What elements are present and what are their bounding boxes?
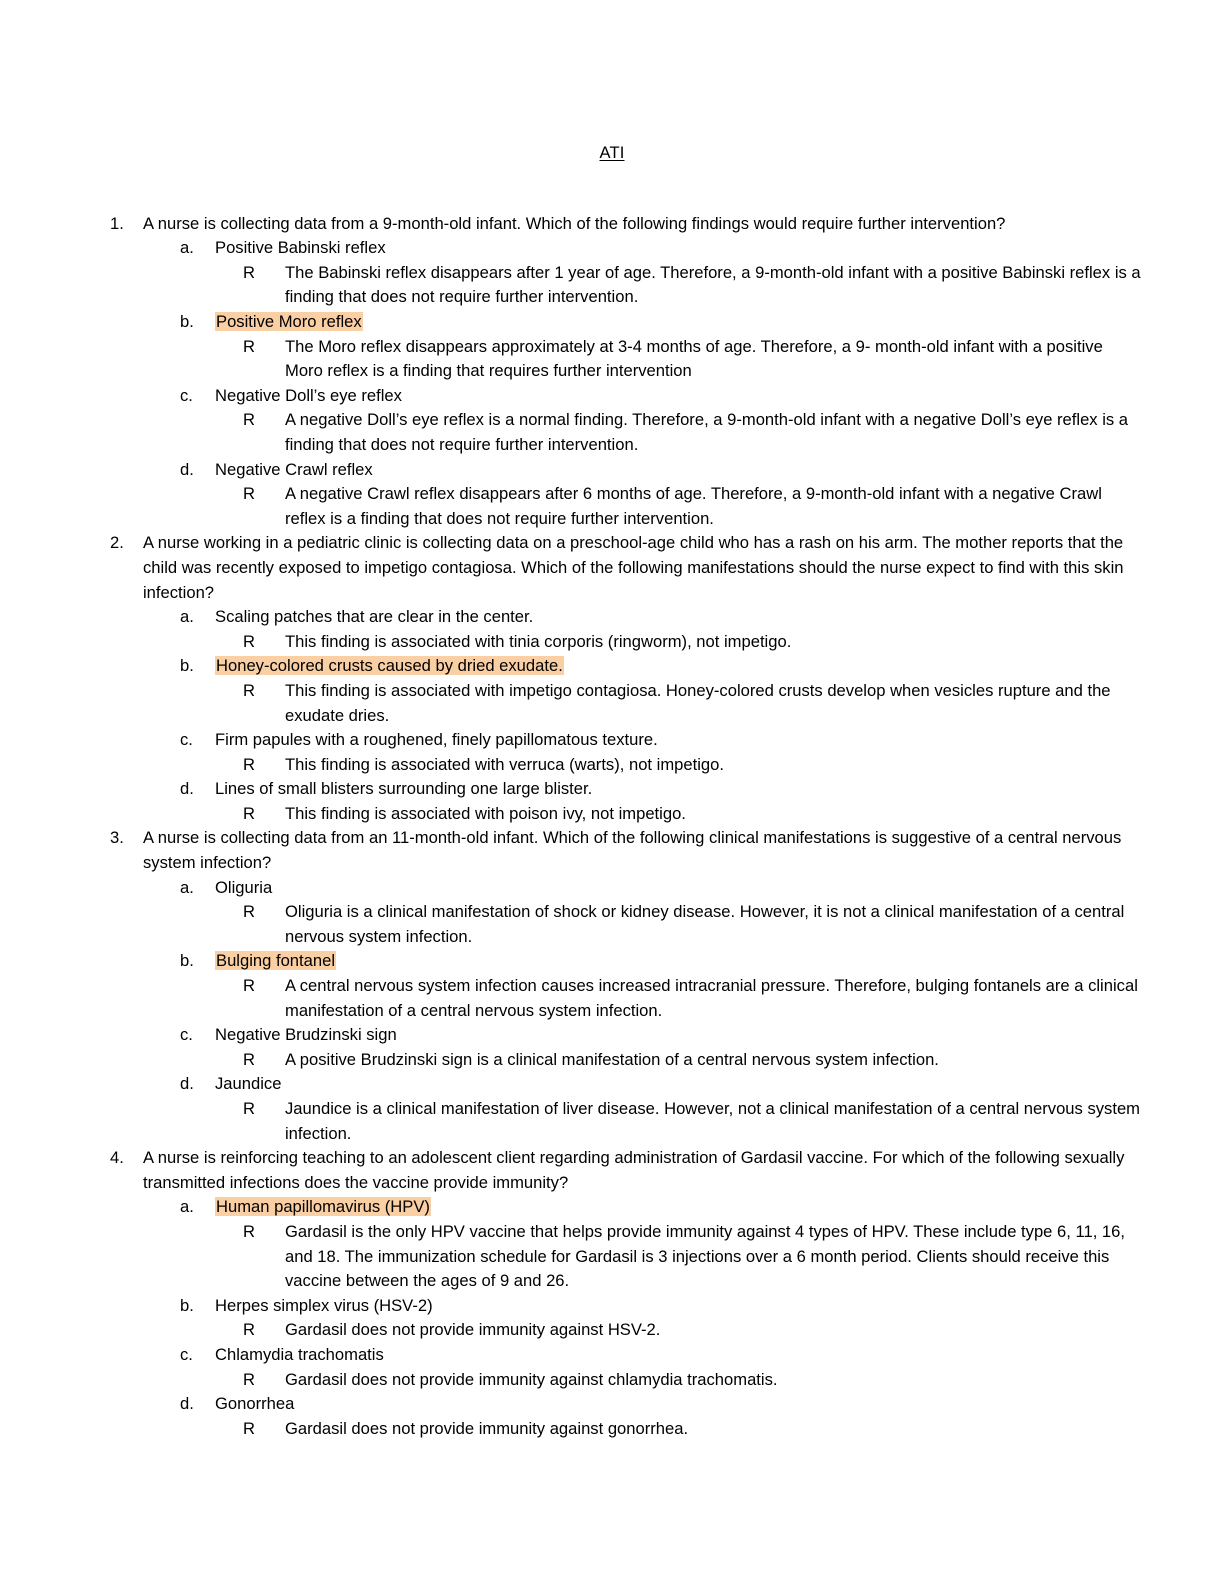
- rationale: [0, 1048, 1224, 1073]
- answer-option[interactable]: [0, 605, 1224, 630]
- page-title: [0, 0, 1224, 164]
- rationale-text: The Babinski reflex disappears after 1 year of age. Therefore, a 9-month-old infant with a positive Babinski reflex is a finding that does not require further intervention.: [285, 262, 1141, 307]
- rationale-marker: R: [243, 631, 255, 651]
- option-letter: a.: [180, 877, 194, 897]
- rationale-text: Gardasil does not provide immunity against HSV-2.: [285, 1320, 661, 1340]
- rationale: [0, 679, 1224, 728]
- option-text: Negative Doll’s eye reflex: [215, 385, 402, 405]
- rationale: [0, 261, 1224, 310]
- question-stem: [0, 826, 1224, 875]
- page-title-text: ATI: [599, 144, 625, 162]
- option-letter: c.: [180, 1025, 193, 1045]
- option-letter: d.: [180, 1074, 194, 1094]
- option-text: Scaling patches that are clear in the center.: [215, 607, 534, 627]
- rationale: [0, 1097, 1224, 1146]
- rationale-text: This finding is associated with impetigo contagiosa. Honey-colored crusts develop when vesicles rupture and the exudate dries.: [285, 680, 1111, 725]
- option-text: Negative Brudzinski sign: [215, 1025, 397, 1045]
- option-text: Positive Babinski reflex: [215, 238, 386, 258]
- rationale: [0, 408, 1224, 457]
- rationale-marker: R: [243, 680, 255, 700]
- question-stem-text: A nurse is collecting data from an 11-month-old infant. Which of the following clinical manifestations is suggestive of a central nervous system infection?: [143, 828, 1122, 873]
- rationale-text: Gardasil does not provide immunity against gonorrhea.: [285, 1418, 689, 1438]
- question-item: [0, 212, 1224, 532]
- answer-option[interactable]: [0, 777, 1224, 802]
- question-stem-text: A nurse is reinforcing teaching to an adolescent client regarding administration of Gardasil vaccine. For which of the following sexually transmitted infections does the vaccine provide immunity?: [143, 1148, 1125, 1192]
- answer-option[interactable]: [0, 654, 1224, 679]
- rationale-marker: R: [243, 1099, 255, 1118]
- question-stem: [0, 212, 1224, 237]
- option-text-highlighted: Honey-colored crusts caused by dried exudate.: [216, 656, 563, 676]
- option-letter: d.: [180, 459, 194, 479]
- option-letter: c.: [180, 1344, 193, 1364]
- rationale-marker: R: [243, 1049, 255, 1069]
- answer-option[interactable]: [0, 236, 1224, 261]
- rationale-text: Gardasil does not provide immunity against chlamydia trachomatis.: [285, 1369, 778, 1389]
- option-letter: a.: [180, 238, 194, 258]
- rationale-marker: R: [243, 336, 255, 356]
- option-text-highlighted: Human papillomavirus (HPV): [216, 1197, 430, 1217]
- question-item: [0, 826, 1224, 1146]
- option-letter: d.: [180, 1394, 194, 1414]
- rationale-text: This finding is associated with verruca (warts), not impetigo.: [285, 754, 724, 774]
- rationale-text: Oliguria is a clinical manifestation of shock or kidney disease. However, it is not a clinical manifestation of a central nervous system infection.: [285, 902, 1125, 946]
- question-stem: [0, 1146, 1224, 1195]
- rationale: [0, 900, 1224, 949]
- answer-option[interactable]: [0, 1343, 1224, 1368]
- option-letter: a.: [180, 1197, 194, 1217]
- option-text: Oliguria: [215, 877, 273, 897]
- question-item: [0, 531, 1224, 826]
- question-stem-text: A nurse working in a pediatric clinic is collecting data on a preschool-age child who has a rash on his arm. The mother reports that the child was recently exposed to impetigo contagiosa. Which of the following manifestations should the nurse expect to find with this skin infection?: [143, 533, 1124, 602]
- option-letter: a.: [180, 607, 194, 627]
- rationale-marker: R: [243, 410, 255, 430]
- answer-option[interactable]: [0, 1392, 1224, 1417]
- option-letter: b.: [180, 951, 194, 971]
- answer-option[interactable]: [0, 1023, 1224, 1048]
- question-list: [0, 164, 1224, 1442]
- option-text: Lines of small blisters surrounding one large blister.: [215, 779, 593, 799]
- rationale-marker: R: [243, 754, 255, 774]
- rationale-text: This finding is associated with poison ivy, not impetigo.: [285, 803, 686, 823]
- rationale-text: A negative Doll’s eye reflex is a normal finding. Therefore, a 9-month-old infant with a negative Doll’s eye reflex is a finding that does not require further intervention.: [285, 410, 1129, 454]
- rationale-marker: R: [243, 902, 255, 922]
- rationale: [0, 974, 1224, 1023]
- rationale-text: Jaundice is a clinical manifestation of liver disease. However, not a clinical manifestation of a central nervous system infection.: [285, 1099, 1140, 1143]
- option-letter: b.: [180, 312, 194, 331]
- answer-option[interactable]: [0, 1294, 1224, 1319]
- rationale-text: A central nervous system infection causes increased intracranial pressure. Therefore, bulging fontanels are a clinical manifestation of a central nervous system infection.: [285, 976, 1138, 1020]
- option-letter: d.: [180, 779, 194, 799]
- question-number: 1.: [110, 213, 124, 233]
- question-stem-text: A nurse is collecting data from a 9-month-old infant. Which of the following findings would require further intervention?: [143, 213, 1006, 233]
- option-letter: b.: [180, 656, 194, 676]
- answer-option[interactable]: [0, 1195, 1224, 1220]
- option-text: Herpes simplex virus (HSV-2): [215, 1295, 433, 1315]
- answer-option[interactable]: [0, 384, 1224, 409]
- rationale: [0, 1318, 1224, 1343]
- rationale-marker: R: [243, 803, 255, 823]
- answer-option[interactable]: [0, 949, 1224, 974]
- rationale: [0, 1417, 1224, 1442]
- rationale-marker: R: [243, 1221, 255, 1241]
- question-stem: [0, 531, 1224, 605]
- rationale: [0, 482, 1224, 531]
- answer-option[interactable]: [0, 876, 1224, 901]
- option-text: Chlamydia trachomatis: [215, 1344, 384, 1364]
- rationale-text: This finding is associated with tinia corporis (ringworm), not impetigo.: [285, 631, 792, 651]
- option-text: Gonorrhea: [215, 1394, 295, 1414]
- option-text: Jaundice: [215, 1074, 282, 1094]
- rationale-marker: R: [243, 976, 255, 996]
- rationale: [0, 1368, 1224, 1393]
- rationale-text: The Moro reflex disappears approximately at 3-4 months of age. Therefore, a 9- month-old infant with a positive Moro reflex is a finding that requires further intervention: [285, 336, 1103, 381]
- answer-option[interactable]: [0, 458, 1224, 483]
- rationale-marker: R: [243, 1418, 255, 1438]
- rationale-marker: R: [243, 1320, 255, 1340]
- option-text: Negative Crawl reflex: [215, 459, 373, 479]
- answer-option[interactable]: [0, 728, 1224, 753]
- answer-option[interactable]: [0, 1072, 1224, 1097]
- answer-option[interactable]: [0, 310, 1224, 335]
- option-letter: c.: [180, 385, 193, 405]
- rationale-marker: R: [243, 484, 255, 504]
- rationale: [0, 630, 1224, 655]
- rationale-text: A positive Brudzinski sign is a clinical manifestation of a central nervous system infection.: [285, 1049, 939, 1069]
- question-number: 2.: [110, 533, 124, 553]
- option-letter: c.: [180, 730, 193, 750]
- option-letter: b.: [180, 1295, 194, 1315]
- question-item: [0, 1146, 1224, 1441]
- rationale: [0, 1220, 1224, 1294]
- rationale-marker: R: [243, 1369, 255, 1389]
- option-text-highlighted: Bulging fontanel: [216, 951, 336, 971]
- rationale: [0, 335, 1224, 384]
- rationale-text: A negative Crawl reflex disappears after 6 months of age. Therefore, a 9-month-old infant with a negative Crawl reflex is a finding that does not require further intervention.: [285, 484, 1102, 528]
- rationale-text: Gardasil is the only HPV vaccine that helps provide immunity against 4 types of HPV. These include type 6, 11, 16, and 18. The immunization schedule for Gardasil is 3 injections over a 6 month period. Clients should receive this vaccine between the ages of 9 and 26.: [285, 1221, 1125, 1291]
- question-number: 4.: [110, 1148, 124, 1168]
- rationale: [0, 753, 1224, 778]
- rationale: [0, 802, 1224, 827]
- question-number: 3.: [110, 828, 124, 848]
- option-text: Firm papules with a roughened, finely papillomatous texture.: [215, 730, 658, 750]
- rationale-marker: R: [243, 262, 255, 282]
- option-text-highlighted: Positive Moro reflex: [216, 312, 362, 331]
